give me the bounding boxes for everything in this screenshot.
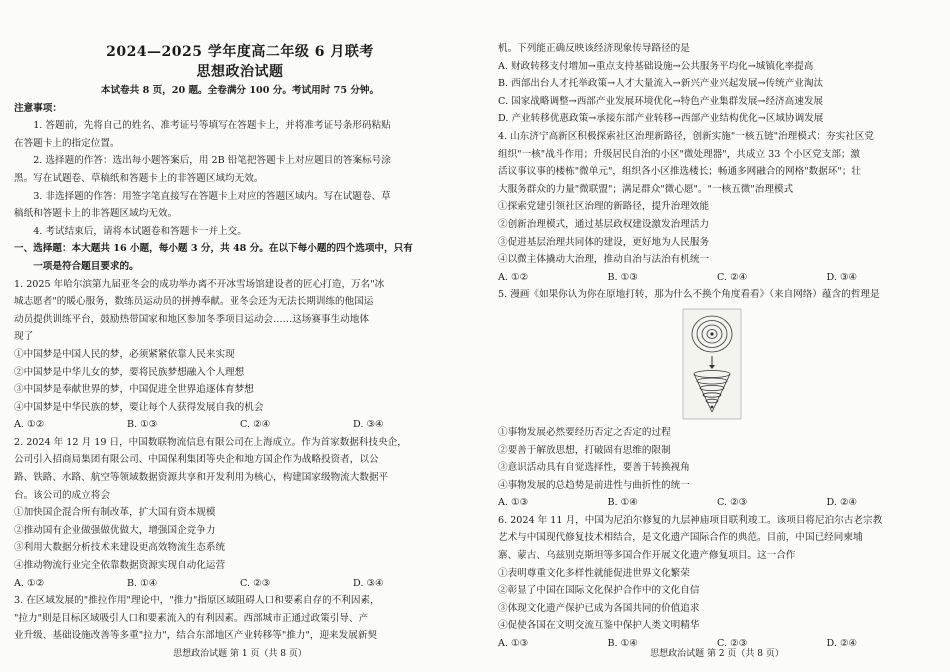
question-2-choice: ②推动国有企业做强做优做大，增强国企竞争力 bbox=[14, 524, 216, 536]
question-3-stem: "拉力"则是目标区域吸引人口和要素流入的有利因素。西部城市正通过政策引导、产 bbox=[14, 612, 369, 624]
question-1-stem: 动员提供训练平台，鼓励热带国家和地区参加冬季项目运动会……这场赛事生动地体 bbox=[14, 313, 369, 325]
section-heading: 一项是符合题目要求的。 bbox=[33, 260, 139, 272]
exam-subtitle: 思想政治试题 bbox=[196, 64, 284, 80]
option-c: C. ②③ bbox=[717, 497, 748, 509]
question-5-options bbox=[498, 494, 936, 512]
option-a: A. ①③ bbox=[498, 497, 529, 509]
question-4-choice: ②创新治理模式，通过基层政权建设激发治理活力 bbox=[498, 218, 710, 230]
question-3-choice: A. 财政转移支付增加→重点支持基础设施→公共服务平均化→城镇化率提高 bbox=[498, 60, 814, 72]
option-d: D. ②④ bbox=[826, 497, 858, 509]
question-2-choice: ③利用大数据分析技术来建设更高效物流生态系统 bbox=[14, 542, 226, 554]
question-3-stem: 业升级、基础设施改善等多重"拉力"，结合东部地区产业转移等"推力"，迎来发展新契 bbox=[14, 630, 378, 642]
notice-line: 4. 考试结束后，请将本试题卷和答题卡一并上交。 bbox=[33, 225, 247, 237]
question-4-options bbox=[498, 269, 936, 287]
question-2-choice: ④推动物流行业完全依靠数据资源实现自动化运营 bbox=[14, 560, 226, 572]
option-b: B. ①④ bbox=[127, 577, 158, 589]
question-2-stem: 路、铁路、水路、航空等领域数据资源共享和开发利用为核心，构建国家级物流大数据平 bbox=[14, 472, 389, 484]
notice-line: 黑。写在试题卷、草稿纸和答题卡上的非答题区域均无效。 bbox=[14, 172, 264, 184]
option-c: C. ②④ bbox=[717, 271, 748, 283]
question-2-stem: 2. 2024 年 12 月 19 日，中国数联物流信息有限公司在上海成立。作为首家数据科技央企， bbox=[14, 436, 407, 448]
question-1-choice: ③中国梦是奉献世界的梦，中国促进全世界追逐体育梦想 bbox=[14, 384, 254, 396]
cartoon-image bbox=[682, 308, 742, 420]
left-page bbox=[14, 0, 466, 672]
notice-line: 1. 答题前，先将自己的姓名、准考证号等填写在答题卡上，并将准考证号条形码粘贴 bbox=[33, 120, 391, 132]
question-2-options bbox=[14, 575, 466, 593]
page-footer: 思想政治试题 第 1 页（共 8 页） bbox=[173, 649, 307, 660]
question-6-stem: 寨、蒙古、乌兹别克斯坦等多国合作开展文化遗产修复项目。这一合作 bbox=[498, 550, 796, 562]
question-4-stem: 活议事议事的楼栋"微单元"，组织各小区推选楼长；畅通多网融合的网格"数据环"；壮 bbox=[498, 166, 862, 178]
question-5-choice: ①事物发展必然要经历否定之否定的过程 bbox=[498, 426, 671, 438]
question-6-choice: ④促使各国在文明交流互鉴中保护人类文明精华 bbox=[498, 620, 700, 632]
question-3-choice: D. 产业转移优惠政策→承接东部产业转移→西部产业结构优化→区域协调发展 bbox=[498, 113, 824, 125]
question-4-choice: ④以微主体撬动大治理，推动自治与法治有机统一 bbox=[498, 254, 710, 266]
question-2-stem: 公司引入招商局集团有限公司、中国保利集团等央企和地方国企作为战略投资者，以公 bbox=[14, 454, 379, 466]
option-c: C. ②③ bbox=[240, 577, 271, 589]
option-c: C. ②④ bbox=[240, 419, 271, 431]
question-5-choice: ④事物发展的总趋势是前进性与曲折性的统一 bbox=[498, 479, 690, 491]
notice-line: 在答题卡上的指定位置。 bbox=[14, 137, 120, 149]
option-d: D. ③④ bbox=[353, 577, 384, 589]
question-1-choice: ②中国梦是中华儿女的梦，要将民族梦想融入个人理想 bbox=[14, 366, 245, 378]
question-1-stem: 城志愿者"的暖心服务，数练员运动员的拼搏奉献。亚冬会还为无法长期训练的他国运 bbox=[14, 296, 374, 308]
option-a: A. ①② bbox=[14, 419, 45, 431]
question-6-stem: 6. 2024 年 11 月，中国为尼泊尔修复的九层神庙项目联利竣工。该项目将尼泊尔古老宗教 bbox=[498, 514, 883, 526]
option-d: D. ②④ bbox=[826, 638, 858, 650]
question-4-stem: 组织"一核"战斗作用；升级居民自治的小区"微处理器"，共成立 33 个小区党支部；激 bbox=[498, 148, 861, 160]
option-a: A. ①② bbox=[498, 271, 529, 283]
question-3-stem: 机。下列能正确反映该经济现象传导路径的是 bbox=[498, 43, 690, 54]
option-a: A. ①③ bbox=[498, 638, 529, 650]
question-4-stem: 大服务群众的力量"微联盟"；满足群众"微心愿"。"一核五微"治理模式 bbox=[498, 183, 794, 195]
question-6-choice: ①表明尊重文化多样性就能促进世界文化繁荣 bbox=[498, 567, 690, 579]
option-b: B. ①③ bbox=[127, 419, 158, 431]
question-1-choice: ①中国梦是中国人民的梦，必须紧紧依靠人民来实现 bbox=[14, 348, 235, 360]
question-3-choice: C. 国家战略调整→西部产业发展环境优化→特色产业集群发展→经济高速发展 bbox=[498, 95, 824, 107]
question-1-stem: 1. 2025 年哈尔滨第九届亚冬会的成功举办离不开冰雪场馆建设者的匠心打造，万名"冰 bbox=[14, 278, 385, 290]
question-6-stem: 艺术与中国现代修复技术相结合，是文化遗产国际合作的典范。目前，中国已经同柬埔 bbox=[498, 532, 863, 544]
spiral-cartoon-drawing bbox=[682, 308, 742, 420]
notice-line: 2. 选择题的作答：选出每小题答案后，用 2B 铅笔把答题卡上对应题目的答案标号涂 bbox=[33, 155, 391, 167]
question-1-stem: 现了 bbox=[14, 331, 34, 343]
option-b: B. ①④ bbox=[607, 638, 638, 650]
option-d: D. ③④ bbox=[353, 419, 384, 431]
notice-line: 3. 非选择题的作答：用签字笔直接写在答题卡上对应的答题区域内。写在试题卷、草 bbox=[33, 190, 391, 202]
question-3-stem: 3. 在区域发展的"推拉作用"理论中，"推力"指原区域阻碍人口和要素自存的不利因素， bbox=[14, 595, 380, 607]
question-6-choice: ②彰显了中国在国际文化保护合作中的文化自信 bbox=[498, 585, 700, 597]
question-2-choice: ①加快国企混合所有制改革，扩大国有资本规模 bbox=[14, 507, 216, 519]
option-d: D. ③④ bbox=[826, 271, 858, 283]
question-2-stem: 台。该公司的成立将会 bbox=[14, 489, 110, 501]
question-4-choice: ①探索党建引领社区治理的新路径，提升治理效能 bbox=[498, 201, 710, 213]
notice-heading: 注意事项： bbox=[14, 102, 62, 114]
question-5-choice: ③意识活动具有自觉选择性，要善于转换视角 bbox=[498, 462, 690, 474]
section-heading: 一、选择题：本大题共 16 小题，每小题 3 分，共 48 分。在以下每小题的四个选项中，只有 bbox=[14, 243, 413, 255]
page-footer: 思想政治试题 第 2 页（共 8 页） bbox=[650, 649, 784, 660]
exam-title: 2024—2025 学年度高二年级 6 月联考 bbox=[106, 44, 374, 60]
question-4-stem: 4. 山东济宁高新区积极探索社区治理新路径，创新实施"一核五链"治理模式：夯实社区党 bbox=[498, 130, 874, 142]
question-3-choice: B. 西部出台人才托举政策→人才大量流入→新兴产业兴起发展→传统产业淘汰 bbox=[498, 78, 824, 90]
notice-line: 稿纸和答题卡上的非答题区域均无效。 bbox=[14, 208, 178, 220]
question-5-choice: ②要善于解放思想，打破固有思维的限制 bbox=[498, 444, 671, 456]
option-a: A. ①② bbox=[14, 577, 45, 589]
option-c: C. ②③ bbox=[717, 638, 748, 650]
option-b: B. ①③ bbox=[607, 271, 638, 283]
right-page bbox=[498, 0, 936, 672]
question-4-choice: ③促进基层治理共同体的建设，更好地为人民服务 bbox=[498, 236, 710, 248]
exam-info: 本试卷共 8 页，20 题。全卷满分 100 分。考试用时 75 分钟。 bbox=[100, 85, 380, 96]
question-6-choice: ③体现文化遗产保护已成为各国共同的价值追求 bbox=[498, 602, 700, 614]
option-b: B. ①④ bbox=[607, 497, 638, 509]
question-1-choice: ④中国梦是中华民族的梦，要让每个人获得发展自我的机会 bbox=[14, 401, 264, 413]
question-5-stem: 5. 漫画《如果你认为你在原地打转，那为什么不换个角度看看》（来自网络）蕴含的哲理是 bbox=[498, 289, 880, 301]
question-1-options bbox=[14, 416, 466, 434]
